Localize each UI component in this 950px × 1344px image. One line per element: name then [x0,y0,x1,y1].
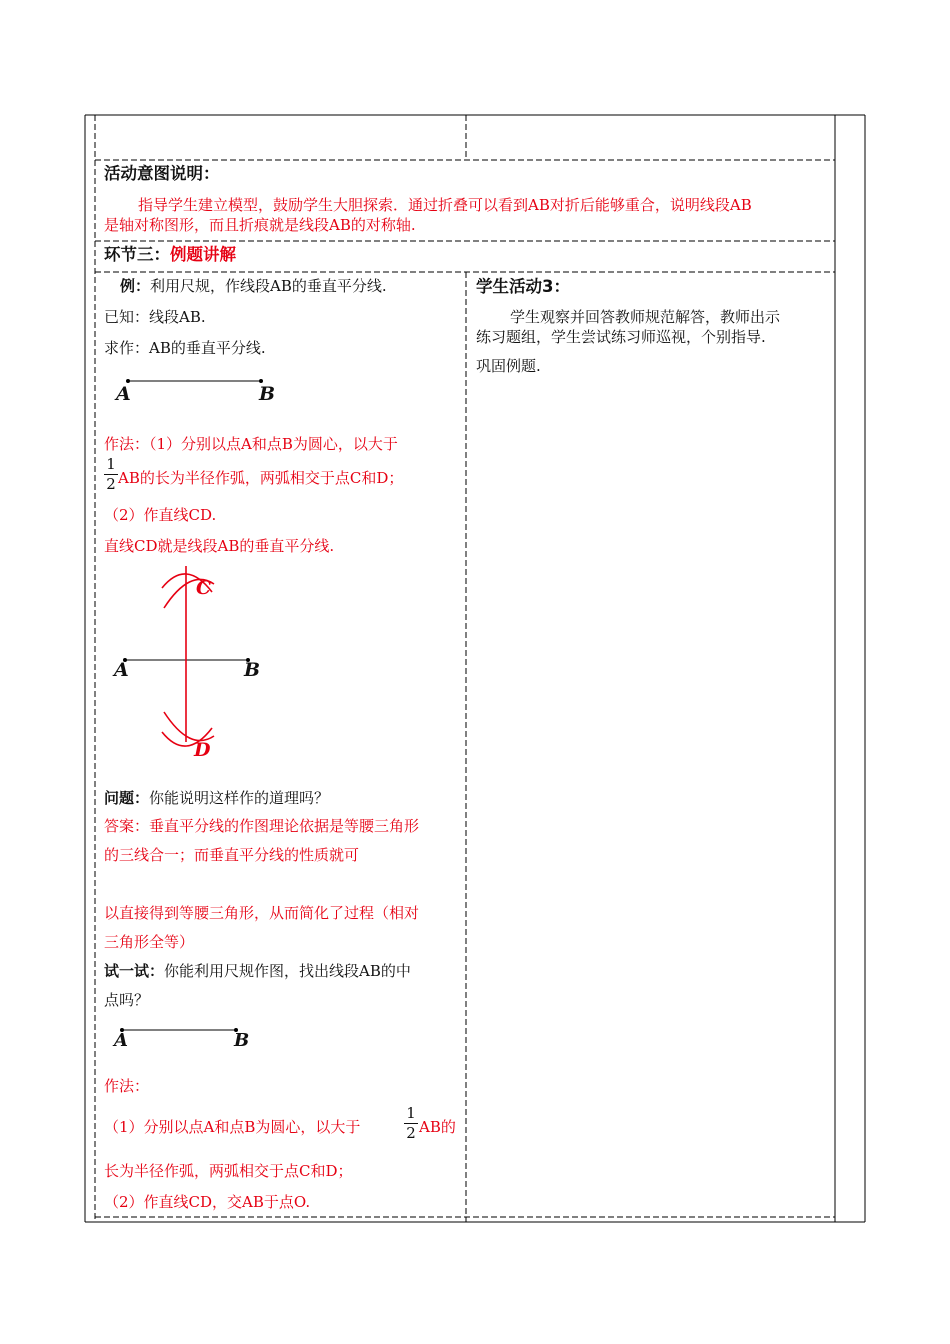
section-title: 例题讲解 [170,245,236,264]
right-line-3: 巩固例题. [476,357,541,375]
answer-line-1: 答案：垂直平分线的作图理论依据是等腰三角形 [104,817,420,835]
label-b-1: B [259,383,276,405]
answer-line-2: 的三线合一；而垂直平分线的性质就可 [104,846,360,864]
arc-lower-b [164,712,214,741]
question-label: 问题： [104,789,150,807]
label-c: C [196,577,212,599]
try-text-1: 你能利用尺规作图，找出线段AB的中 [164,962,411,980]
fraction-numerator-2: 1 [406,1104,416,1122]
right-line-1: 学生观察并回答教师规范解答，教师出示 [510,308,781,326]
method2-line-1b: AB的 [419,1118,456,1136]
label-b-3: B [234,1030,250,1051]
method2-line-1a: （1）分别以点A和点B为圆心，以大于 [104,1118,361,1136]
example-line [120,276,387,296]
method-line-1: 作法：（1）分别以点A和点B为圆心，以大于 [104,435,398,453]
label-a-1: A [116,383,131,405]
figure-segment-ab-3 [100,1020,300,1050]
fraction-denominator: 2 [106,475,116,493]
fraction-half-2 [404,1105,418,1142]
try-line-1 [104,961,411,981]
section-prefix: 环节三： [104,245,170,264]
method-line-2: AB的长为半径作弧，两弧相交于点C和D； [118,469,404,487]
example-text: 利用尺规，作线段AB的垂直平分线. [150,277,387,295]
question-line [104,788,329,808]
fraction-half-1 [104,456,118,493]
known-text: 已知：线段AB. [104,308,206,326]
right-heading: 学生活动3： [476,277,570,296]
right-line-2: 练习题组，学生尝试练习师巡视，个别指导. [476,328,766,346]
find-text: 求作：AB的垂直平分线. [104,339,266,357]
answer-line-4: 三角形全等） [104,933,195,951]
label-a-3: A [114,1030,128,1051]
intent-heading: 活动意图说明： [104,164,220,183]
method2-line-3: （2）作直线CD，交AB于点O. [104,1193,311,1211]
method-line-3: （2）作直线CD. [104,506,217,524]
label-d: D [194,739,211,761]
answer-line-3: 以直接得到等腰三角形，从而简化了过程（相对 [104,904,420,922]
fraction-denominator-2: 2 [406,1124,416,1142]
intent-text [104,195,829,215]
label-a-2: A [114,659,129,681]
question-text: 你能说明这样作的道理吗？ [149,789,330,807]
example-label: 例： [120,277,151,295]
intent-line-2: 是轴对称图形，而且折痕就是线段AB的对称轴. [104,216,416,234]
intent-line-1: 指导学生建立模型，鼓励学生大胆探索．通过折叠可以看到AB对折后能够重合，说明线段AB [138,196,752,214]
label-b-2: B [244,659,261,681]
method2-label: 作法： [104,1077,150,1095]
method2-line-2: 长为半径作弧，两弧相交于点C和D； [104,1162,353,1180]
method-line-4: 直线CD就是线段AB的垂直平分线. [104,537,335,555]
try-text-2: 点吗？ [104,991,150,1009]
fraction-numerator: 1 [106,455,116,473]
section-heading [104,245,236,265]
try-label: 试一试： [104,962,165,980]
